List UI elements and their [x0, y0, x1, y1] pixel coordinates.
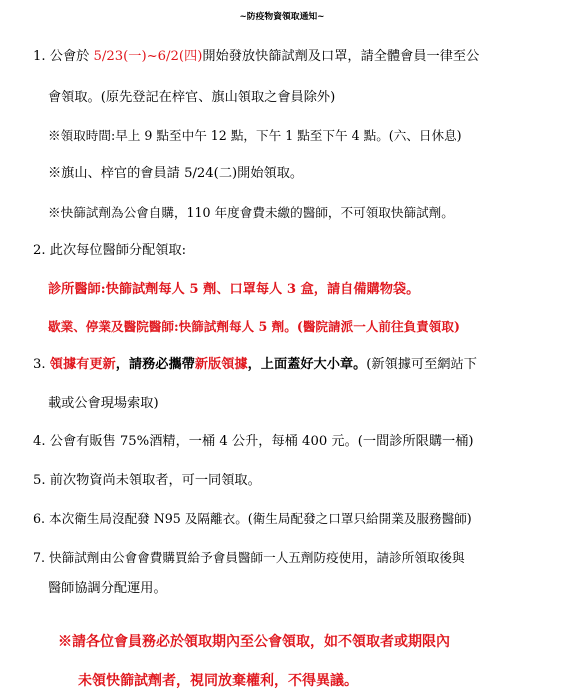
item-3-instruction: ，請務必攜帶 [115, 357, 195, 372]
item-7-line-2: 醫師協調分配運用。 [48, 581, 167, 596]
note-region-pickup: ※旗山、梓官的會員請 5/24(二)開始領取。 [48, 166, 304, 181]
warning-line-2: 未領快篩試劑者，視同放棄權利，不得異議。 [78, 673, 358, 689]
note-pickup-hours: ※領取時間:早上 9 點至中午 12 點，下午 1 點至下午 4 點。(六、日休息) [48, 128, 462, 143]
note-test-kit-eligibility: ※快篩試劑為公會自購，110 年度會費未繳的醫師，不可領取快篩試劑。 [48, 205, 454, 220]
item-3-stamp-note: ，上面蓋好大小章。 [247, 357, 367, 372]
receipt-updated-notice: 領據有更新 [49, 357, 116, 372]
item-5: 5. 前次物資尚未領取者，可一同領取。 [33, 473, 261, 488]
item-6: 6. 本次衛生局沒配發 N95 及隔離衣。(衛生局配發之口罩只給開業及服務醫師) [33, 511, 472, 526]
hospital-doctor-allocation: 歇業、停業及醫院醫師:快篩試劑每人 5 劑。(醫院請派一人前往負責領取) [48, 319, 460, 334]
item-3-line-2: 載或公會現場索取) [48, 396, 159, 411]
item-1-text: 開始發放快篩試劑及口罩，請全體會員一律至公 [202, 49, 480, 64]
item-1-dates: 5/23(一)~6/2(四) [93, 49, 203, 64]
item-3-line-1 [33, 356, 477, 374]
page-title: ~防疫物資領取通知~ [239, 12, 325, 22]
item-3-number: 3. [33, 357, 50, 372]
item-1-line-2: 會領取。(原先登記在梓官、旗山領取之會員除外) [48, 90, 336, 105]
item-3-paren-note: (新領據可至網站下 [366, 357, 477, 372]
item-1-prefix: 1. 公會於 [33, 49, 94, 64]
item-2-heading: 2. 此次每位醫師分配領取: [33, 243, 187, 258]
item-4: 4. 公會有販售 75%酒精，一桶 4 公升，每桶 400 元。(一間診所限購一桶) [33, 434, 474, 449]
clinic-doctor-allocation: 診所醫師:快篩試劑每人 5 劑、口罩每人 3 盒，請自備購物袋。 [48, 282, 420, 297]
warning-line-1: ※請各位會員務必於領取期內至公會領取，如不領取者或期限內 [58, 634, 450, 650]
new-receipt-label: 新版領據 [194, 357, 248, 372]
item-7-line-1: 7. 快篩試劑由公會會費購買給予會員醫師一人五劑防疫使用，請診所領取後與 [33, 550, 465, 565]
item-1-line-1 [33, 48, 479, 66]
